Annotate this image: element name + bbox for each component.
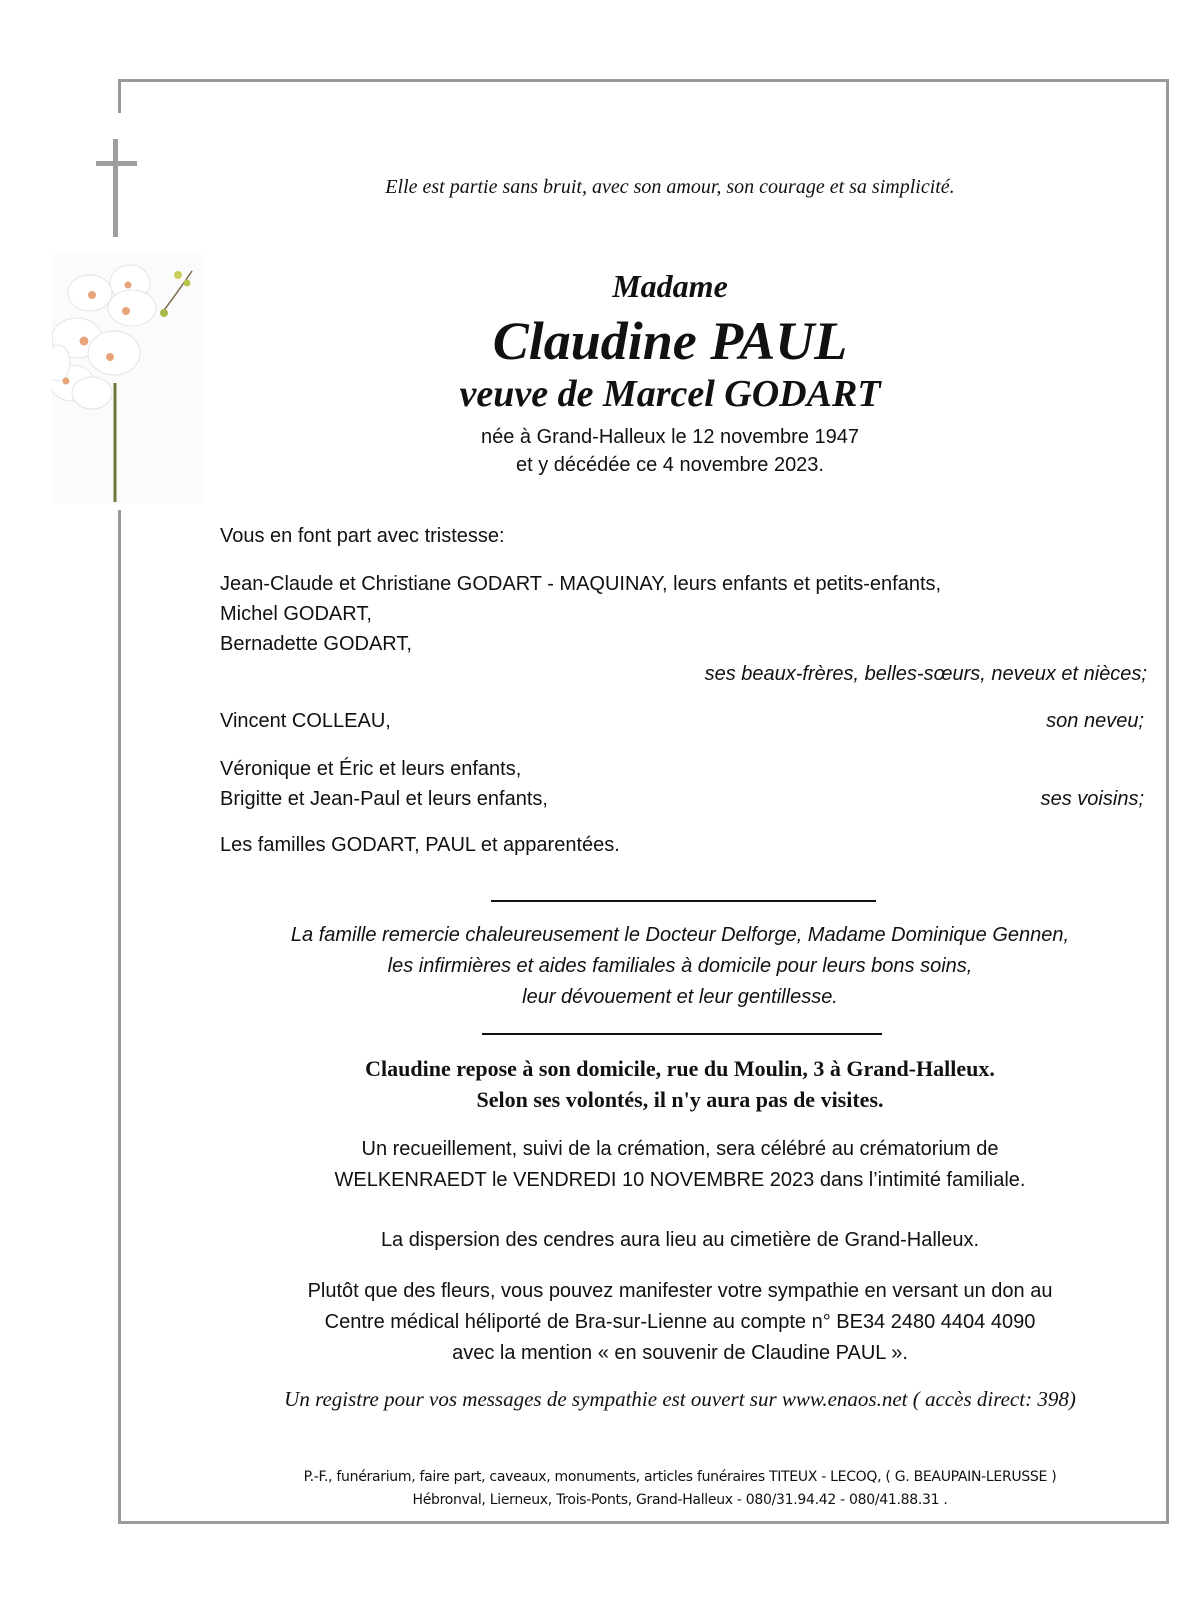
announcement-intro: Vous en font part avec tristesse: <box>220 525 505 547</box>
donation-line: Centre médical héliporté de Bra-sur-Lienne au compte n° BE34 2480 4404 4090 <box>324 1311 1036 1333</box>
repose-line: Claudine repose à son domicile, rue du Moulin, 3 à Grand-Halleux. <box>365 1056 995 1081</box>
ashes-info: La dispersion des cendres aura lieu au cimetière de Grand-Halleux. <box>380 1229 980 1251</box>
thanks-line: La famille remercie chaleureusement le Docteur Delforge, Madame Dominique Gennen, <box>290 924 1070 946</box>
repose-info <box>200 1053 1160 1115</box>
deceased-name: Claudine PAUL <box>492 311 848 371</box>
family-line: Bernadette GODART, <box>220 633 412 655</box>
donation-line: Plutôt que des fleurs, vous pouvez manifester votre sympathie en versant un don au <box>307 1280 1053 1302</box>
title-prefix: Madame <box>612 268 728 304</box>
ceremony-info <box>200 1134 1160 1196</box>
orchid-image <box>52 253 204 503</box>
cross-icon <box>96 139 138 239</box>
family-line: Brigitte et Jean-Paul et leurs enfants, <box>220 788 548 810</box>
frame-border-left-top <box>118 79 121 113</box>
cross-horizontal-bar <box>96 161 137 166</box>
family-relation: ses beaux-frères, belles-sœurs, neveux et nièces; <box>704 663 1147 685</box>
birth-line: née à Grand-Halleux le 12 novembre 1947 <box>480 426 860 448</box>
donation-info <box>200 1276 1160 1369</box>
separator-line <box>482 1033 882 1035</box>
separator-line <box>491 900 876 902</box>
family-line: Les familles GODART, PAUL et apparentées. <box>220 834 620 856</box>
family-relation: ses voisins; <box>1040 788 1144 810</box>
frame-border-left-bottom <box>118 510 121 1524</box>
frame-border-bottom <box>118 1521 1169 1524</box>
family-line: Véronique et Éric et leurs enfants, <box>220 758 522 780</box>
cross-vertical-bar <box>113 139 118 237</box>
donation-line: avec la mention « en souvenir de Claudine PAUL ». <box>452 1342 908 1364</box>
family-line: Jean-Claude et Christiane GODART - MAQUINAY, leurs enfants et petits-enfants, <box>220 573 942 595</box>
family-line: Michel GODART, <box>220 603 372 625</box>
frame-border-right <box>1166 79 1169 1524</box>
thanks-line: leur dévouement et leur gentillesse. <box>522 986 838 1008</box>
registry-note: Un registre pour vos messages de sympathie est ouvert sur www.enaos.net ( accès direct: 398) <box>284 1387 1076 1411</box>
footer-line: P.-F., funérarium, faire part, caveaux, monuments, articles funéraires TITEUX - LECOQ, ( G. BEAUPAIN-LERUSSE ) <box>303 1469 1057 1485</box>
repose-line: Selon ses volontés, il n'y aura pas de visites. <box>476 1087 884 1112</box>
death-line: et y décédée ce 4 novembre 2023. <box>516 454 824 476</box>
funeral-home-footer <box>180 1466 1180 1512</box>
opening-quote: Elle est partie sans bruit, avec son amour, son courage et sa simplicité. <box>385 176 955 198</box>
frame-border-top <box>118 79 1169 82</box>
widow-of: veuve de Marcel GODART <box>459 373 881 415</box>
family-relation: son neveu; <box>1046 710 1144 732</box>
footer-line: Hébronval, Lierneux, Trois-Ponts, Grand-Halleux - 080/31.94.42 - 080/41.88.31 . <box>412 1492 948 1508</box>
family-line: Vincent COLLEAU, <box>220 710 391 732</box>
ceremony-line: Un recueillement, suivi de la crémation, sera célébré au crématorium de <box>361 1138 999 1160</box>
thanks-paragraph <box>200 920 1160 1013</box>
thanks-line: les infirmières et aides familiales à domicile pour leurs bons soins, <box>387 955 973 977</box>
ceremony-line: WELKENRAEDT le VENDREDI 10 NOVEMBRE 2023 dans l’intimité familiale. <box>334 1169 1026 1191</box>
birth-death-info <box>300 423 1040 479</box>
